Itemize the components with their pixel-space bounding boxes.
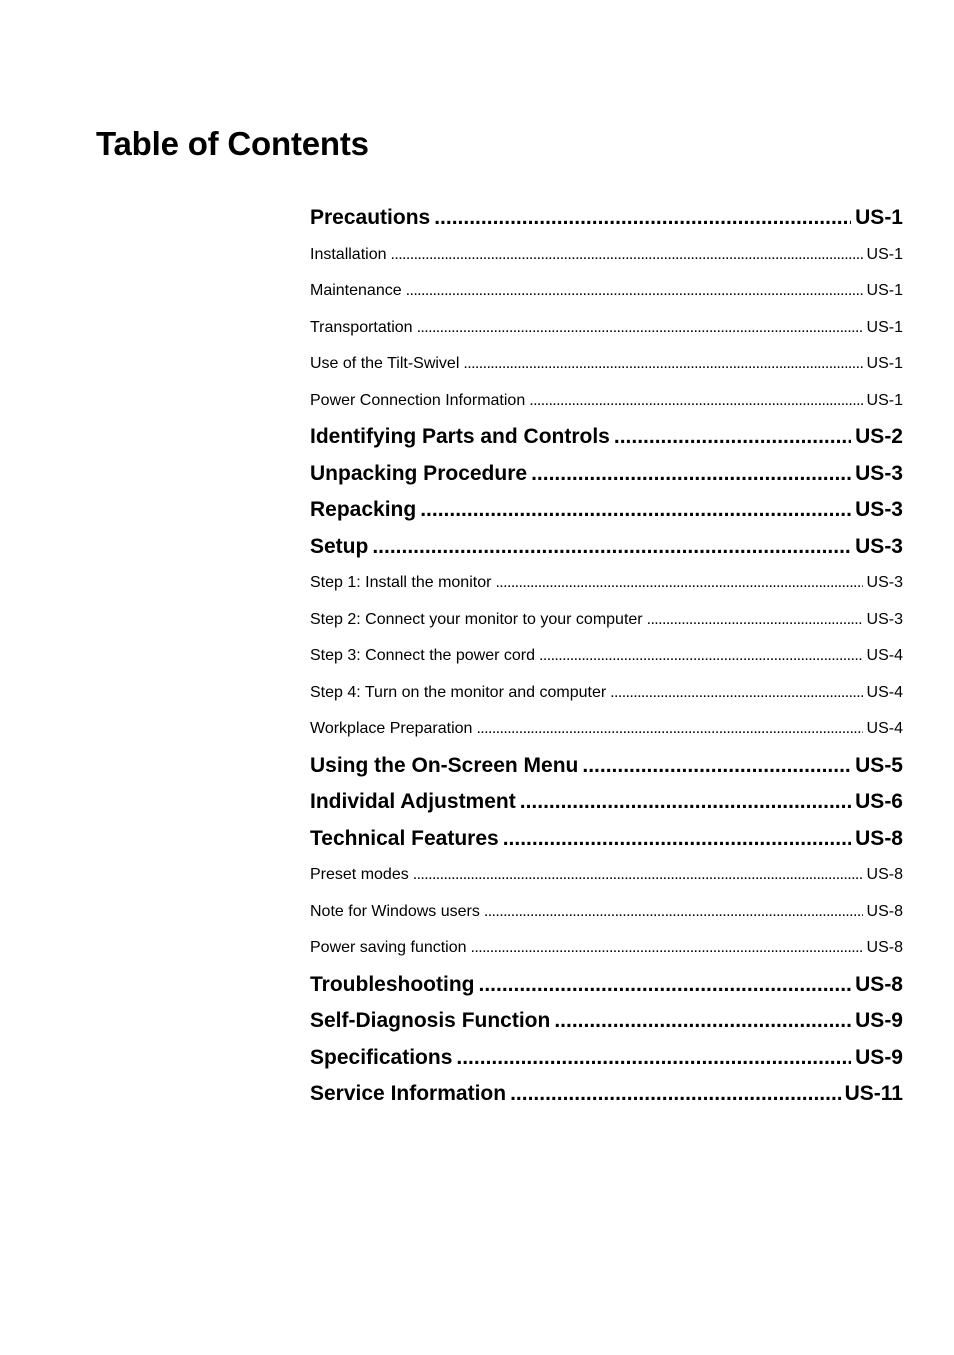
- toc-entry-page-number: US-2: [855, 425, 903, 448]
- toc-section-entry[interactable]: [310, 529, 903, 566]
- toc-entry-page-number: US-5: [855, 753, 903, 777]
- toc-entry-label: Service Information: [310, 1082, 507, 1105]
- toc-dot-leader: [484, 894, 863, 931]
- toc-dot-leader: [420, 492, 851, 529]
- toc-entry-page-number: US-1: [866, 355, 903, 372]
- toc-dot-leader: [478, 967, 851, 1004]
- toc-dot-leader: [417, 310, 863, 347]
- toc-entry-label: Step 1: Install the monitor: [310, 574, 492, 591]
- toc-subsection-entry[interactable]: [310, 602, 903, 639]
- toc-entry-label: Using the On-Screen Menu: [310, 753, 579, 777]
- toc-entry-label: Workplace Preparation: [310, 720, 473, 737]
- toc-subsection-entry[interactable]: [310, 711, 903, 748]
- toc-dot-leader: [406, 273, 863, 310]
- toc-entry-label: Repacking: [310, 498, 417, 521]
- toc-dot-leader: [582, 748, 851, 785]
- toc-entry-label: Self-Diagnosis Function: [310, 1009, 551, 1032]
- toc-dot-leader: [510, 1076, 841, 1113]
- toc-subsection-entry[interactable]: [310, 346, 903, 383]
- toc-entry-label: Identifying Parts and Controls: [310, 425, 610, 448]
- toc-entry-page-number: US-8: [866, 902, 903, 920]
- toc-entry-label: Maintenance: [310, 282, 402, 299]
- toc-dot-leader: [647, 602, 863, 639]
- toc-entry-page-number: US-11: [844, 1082, 903, 1105]
- toc-subsection-entry[interactable]: [310, 565, 903, 602]
- toc-dot-leader: [610, 675, 862, 712]
- toc-dot-leader: [520, 784, 851, 821]
- toc-section-entry[interactable]: [310, 1076, 903, 1113]
- toc-entry-label: Step 2: Connect your monitor to your computer: [310, 610, 643, 628]
- toc-entry-page-number: US-4: [866, 683, 903, 701]
- toc-subsection-entry[interactable]: [310, 930, 903, 967]
- toc-entry-label: Power Connection Information: [310, 391, 526, 409]
- toc-entry-label: Precautions: [310, 206, 431, 229]
- toc-section-entry[interactable]: [310, 492, 903, 529]
- toc-dot-leader: [531, 456, 851, 493]
- toc-dot-leader: [372, 529, 851, 566]
- toc-entry-page-number: US-8: [855, 972, 903, 996]
- toc-entry-page-number: US-6: [855, 790, 903, 813]
- toc-entry-page-number: US-4: [866, 647, 903, 664]
- toc-entry-page-number: US-9: [855, 1009, 903, 1032]
- toc-entry-page-number: US-1: [855, 206, 903, 229]
- toc-dot-leader: [463, 346, 862, 383]
- toc-dot-leader: [495, 565, 862, 602]
- toc-section-entry[interactable]: [310, 784, 903, 821]
- toc-entry-label: Troubleshooting: [310, 972, 475, 996]
- toc-section-entry[interactable]: [310, 967, 903, 1004]
- toc-dot-leader: [471, 930, 863, 967]
- toc-entry-page-number: US-3: [855, 461, 903, 485]
- toc-section-entry[interactable]: [310, 1003, 903, 1040]
- toc-entry-label: Individal Adjustment: [310, 790, 516, 813]
- toc-dot-leader: [529, 383, 862, 420]
- toc-entry-label: Step 4: Turn on the monitor and computer: [310, 683, 607, 701]
- toc-entry-label: Specifications: [310, 1045, 453, 1069]
- toc-dot-leader: [554, 1003, 851, 1040]
- toc-entry-page-number: US-1: [866, 318, 903, 336]
- toc-subsection-entry[interactable]: [310, 857, 903, 894]
- toc-section-entry[interactable]: [310, 200, 903, 237]
- toc-dot-leader: [391, 237, 863, 274]
- toc-entry-page-number: US-3: [855, 534, 903, 558]
- table-of-contents: [310, 200, 903, 1113]
- toc-subsection-entry[interactable]: [310, 310, 903, 347]
- toc-entry-page-number: US-3: [866, 610, 903, 628]
- toc-dot-leader: [503, 821, 851, 858]
- toc-subsection-entry[interactable]: [310, 675, 903, 712]
- toc-dot-leader: [434, 200, 851, 237]
- toc-entry-page-number: US-4: [866, 720, 903, 737]
- toc-entry-label: Power saving function: [310, 939, 467, 956]
- toc-entry-page-number: US-8: [866, 866, 903, 883]
- toc-section-entry[interactable]: [310, 821, 903, 858]
- toc-entry-label: Step 3: Connect the power cord: [310, 647, 536, 664]
- toc-section-entry[interactable]: [310, 419, 903, 456]
- toc-dot-leader: [456, 1040, 851, 1077]
- toc-subsection-entry[interactable]: [310, 638, 903, 675]
- toc-entry-label: Transportation: [310, 318, 413, 336]
- toc-section-entry[interactable]: [310, 1040, 903, 1077]
- toc-entry-label: Setup: [310, 534, 369, 558]
- toc-dot-leader: [614, 419, 851, 456]
- toc-subsection-entry[interactable]: [310, 383, 903, 420]
- toc-subsection-entry[interactable]: [310, 237, 903, 274]
- toc-entry-page-number: US-8: [855, 826, 903, 850]
- toc-entry-page-number: US-1: [866, 391, 903, 409]
- toc-entry-label: Installation: [310, 245, 387, 263]
- toc-entry-page-number: US-8: [866, 939, 903, 956]
- toc-entry-page-number: US-3: [866, 574, 903, 591]
- toc-entry-page-number: US-1: [866, 245, 903, 263]
- toc-section-entry[interactable]: [310, 748, 903, 785]
- toc-dot-leader: [539, 638, 863, 675]
- toc-entry-label: Note for Windows users: [310, 902, 480, 920]
- toc-entry-label: Technical Features: [310, 826, 499, 850]
- toc-dot-leader: [413, 857, 863, 894]
- toc-entry-page-number: US-3: [855, 498, 903, 521]
- toc-entry-label: Unpacking Procedure: [310, 461, 528, 485]
- toc-dot-leader: [476, 711, 862, 748]
- toc-entry-page-number: US-9: [855, 1045, 903, 1069]
- toc-entry-label: Preset modes: [310, 866, 409, 883]
- toc-entry-page-number: US-1: [866, 282, 903, 299]
- toc-subsection-entry[interactable]: [310, 273, 903, 310]
- toc-entry-label: Use of the Tilt-Swivel: [310, 355, 460, 372]
- page-title: Table of Contents: [96, 125, 369, 162]
- toc-section-entry[interactable]: [310, 456, 903, 493]
- toc-subsection-entry[interactable]: [310, 894, 903, 931]
